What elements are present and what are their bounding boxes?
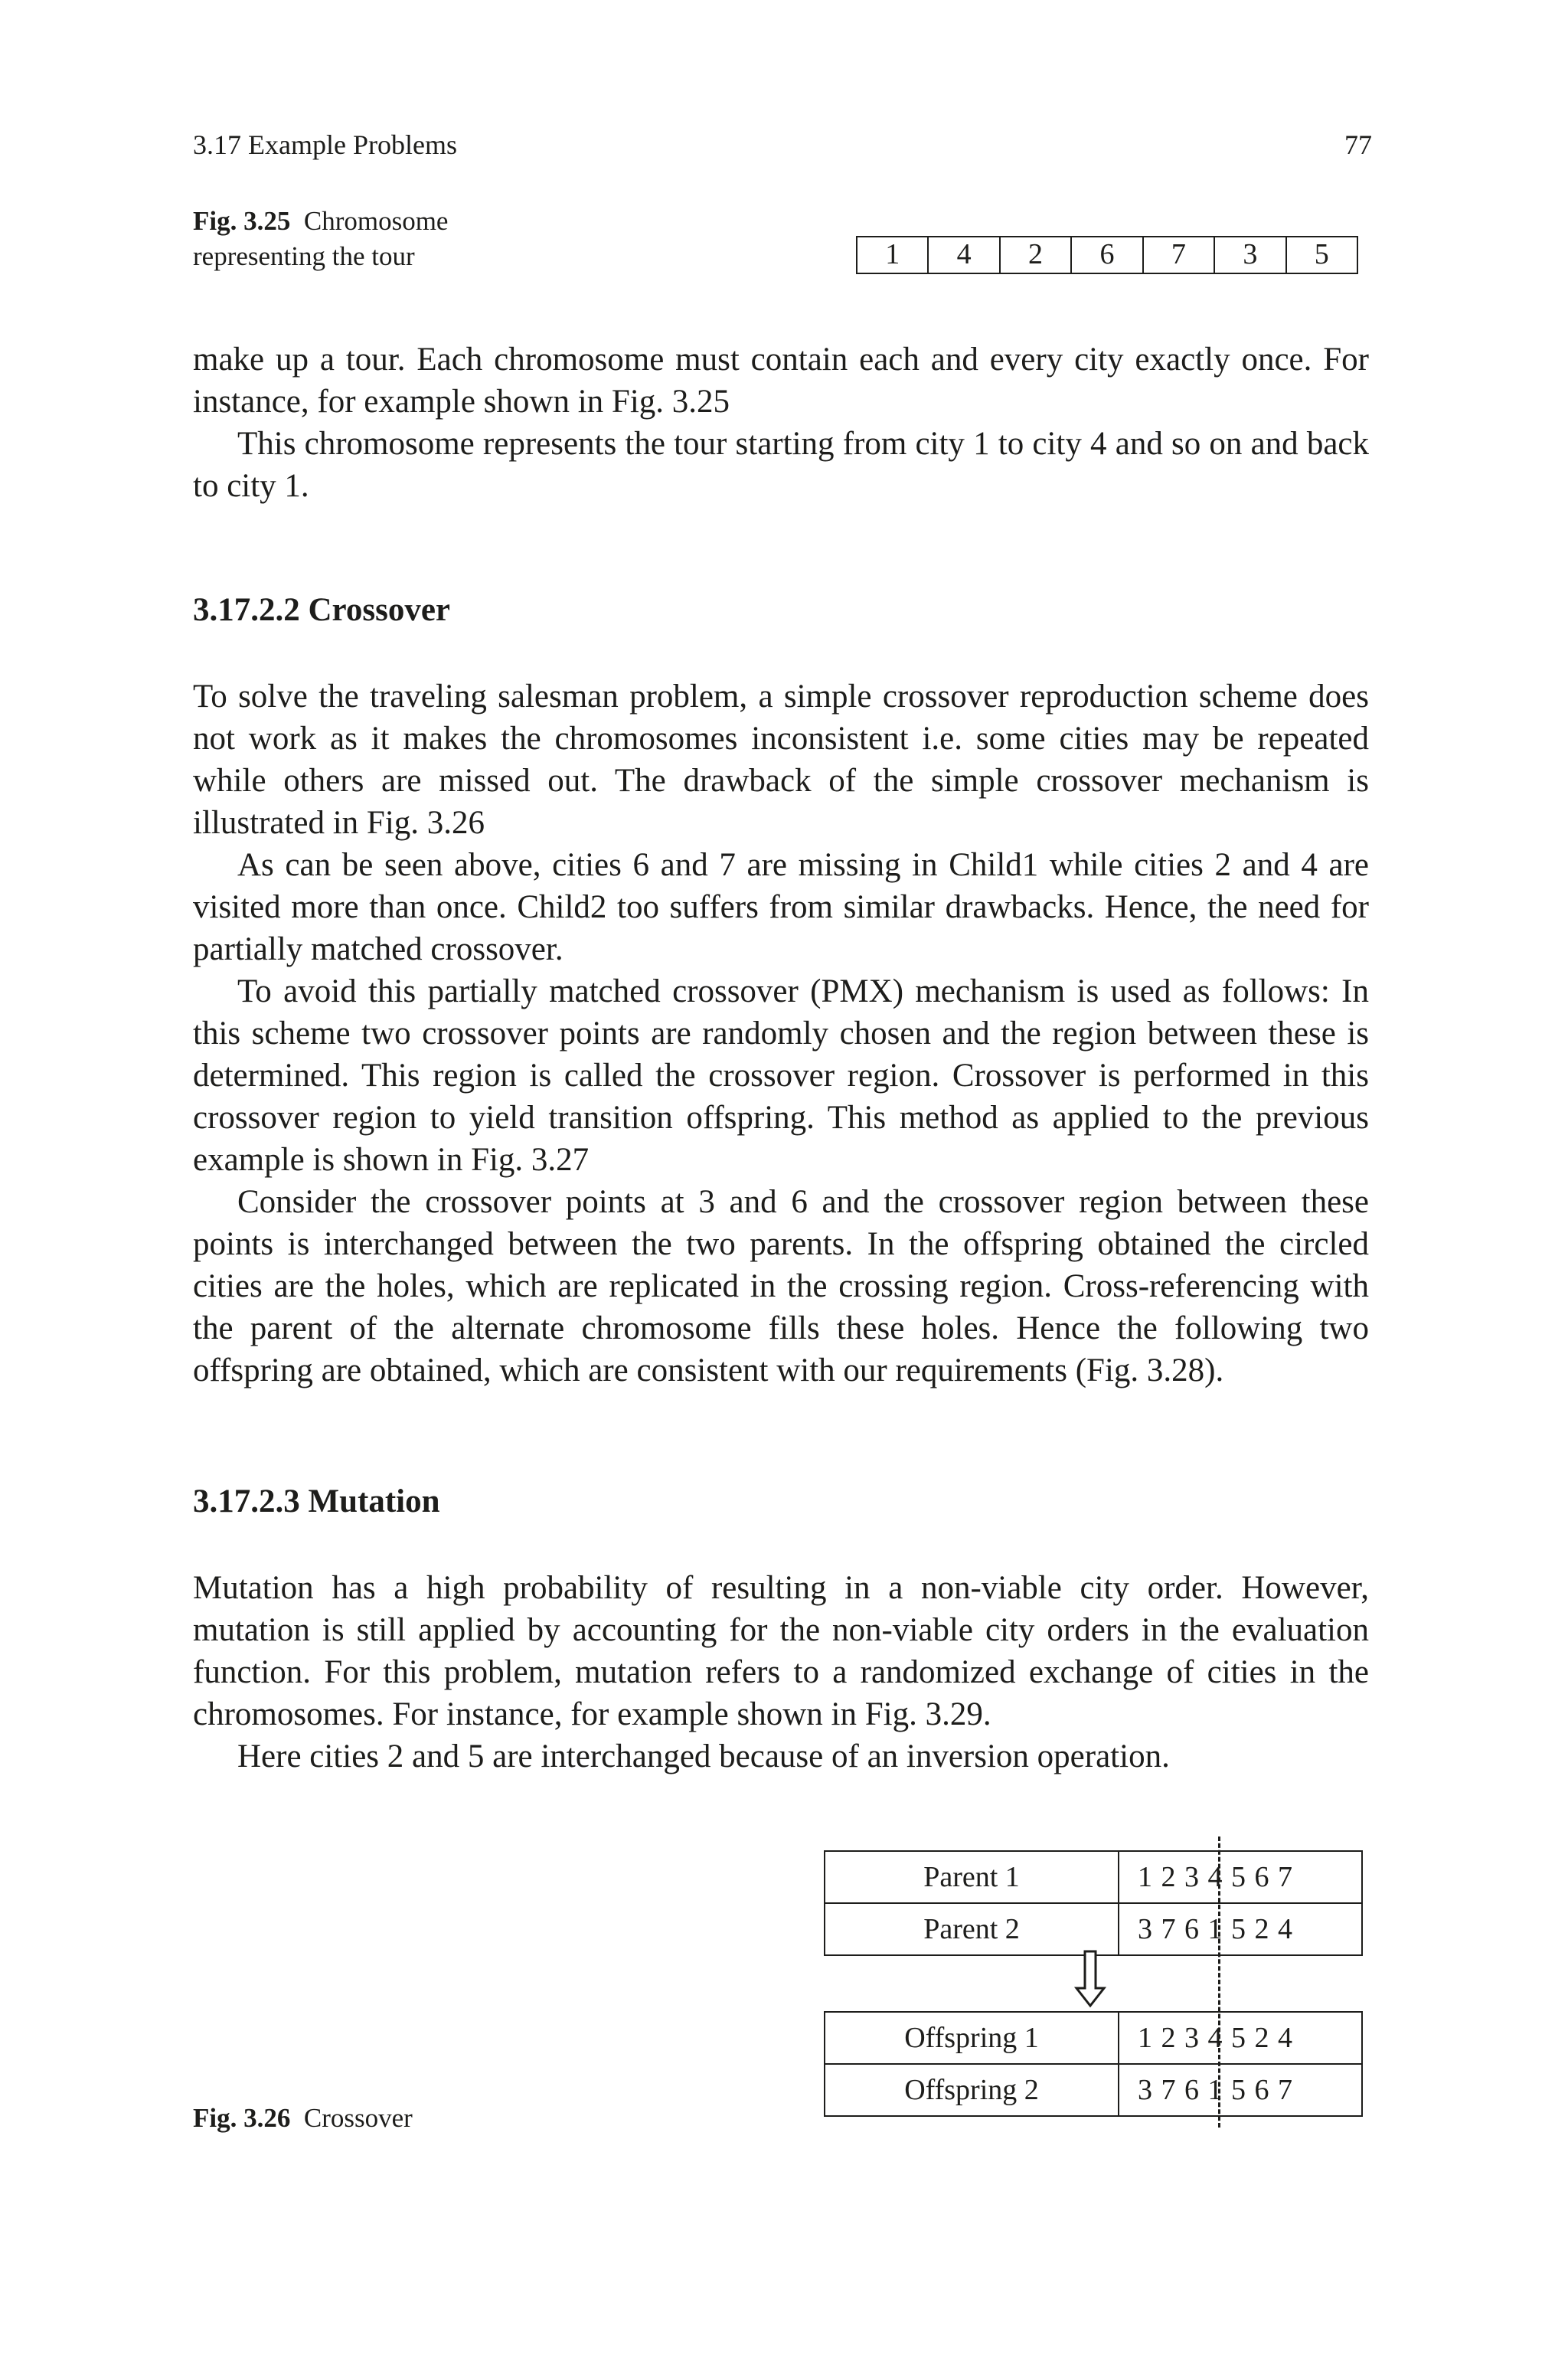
- figure-3-26-caption: [193, 2103, 413, 2134]
- section-heading-mutation: 3.17.2.3 Mutation: [193, 1483, 440, 1519]
- crossover-text: [193, 675, 1369, 1392]
- table-row: [825, 2012, 1362, 2064]
- table-row: [825, 1903, 1362, 1955]
- table-row: [825, 1851, 1362, 1903]
- gene-cell: 3: [1215, 237, 1286, 273]
- figure-3-26-label: Fig. 3.26: [193, 2103, 291, 2133]
- gene-cell: 4: [929, 237, 1000, 273]
- offspring-name: Offspring 2: [825, 2064, 1119, 2116]
- figure-3-25-caption-text: Chromosome representing the tour: [193, 206, 449, 271]
- down-arrow-icon: [1073, 1950, 1107, 2008]
- table-row: [825, 2064, 1362, 2116]
- paragraph: To solve the traveling salesman problem, a simple crossover reproduction scheme does not work as it makes the chromosomes inconsistent i.e. some cities may be repeated while others are missed out. The drawback of the simple crossover mechanism is illustrated in Fig. 3.26: [193, 679, 1369, 841]
- figure-3-25-label: Fig. 3.25: [193, 206, 291, 236]
- gene-cell: 2: [1001, 237, 1072, 273]
- section-heading-crossover: 3.17.2.2 Crossover: [193, 592, 451, 628]
- paragraph: This chromosome represents the tour starting from city 1 to city 4 and so on and back to city 1.: [193, 426, 1369, 504]
- paragraph: make up a tour. Each chromosome must contain each and every city exactly once. For instance, for example shown in Fig. 3.25: [193, 342, 1369, 420]
- chromosome-tour: [856, 236, 1358, 274]
- crossover-point-line: [1218, 1837, 1220, 2128]
- gene-cell: 1: [858, 237, 929, 273]
- running-head-section: 3.17 Example Problems: [193, 129, 457, 160]
- paragraph: Mutation has a high probability of resulting in a non-viable city order. However, mutation is still applied by accounting for the non-viable city orders in the evaluation function. For this problem, mutation refers to a randomized exchange of cities in the chromosomes. For instance, for example shown in Fig. 3.29.: [193, 1570, 1369, 1732]
- offspring-sequence: 1 2 3 4 5 2 4: [1119, 2012, 1362, 2064]
- offspring-table: [824, 2011, 1363, 2117]
- paragraph: To avoid this partially matched crossover (PMX) mechanism is used as follows: In this scheme two crossover points are randomly chosen and the region between these is determined. This region is called the crossover region. Crossover is performed in this crossover region to yield transition offspring. This method as applied to the previous example is shown in Fig. 3.27: [193, 973, 1369, 1178]
- offspring-sequence: 3 7 6 1 5 6 7: [1119, 2064, 1362, 2116]
- parent-sequence: 3 7 6 1 5 2 4: [1119, 1903, 1362, 1955]
- paragraph: Here cities 2 and 5 are interchanged because of an inversion operation.: [237, 1738, 1170, 1774]
- parent-name: Parent 1: [825, 1851, 1119, 1903]
- gene-cell: 7: [1144, 237, 1215, 273]
- figure-3-26-caption-text: Crossover: [303, 2103, 413, 2133]
- gene-cell: 5: [1314, 238, 1329, 270]
- parent-sequence: 1 2 3 4 5 6 7: [1119, 1851, 1362, 1903]
- figure-3-25-caption: [193, 204, 514, 274]
- mutation-text: [193, 1567, 1369, 1778]
- parents-table: [824, 1850, 1363, 1956]
- offspring-name: Offspring 1: [825, 2012, 1119, 2064]
- paragraph: As can be seen above, cities 6 and 7 are missing in Child1 while cities 2 and 4 are visited more than once. Child2 too suffers from similar drawbacks. Hence, the need for partially matched crossover.: [193, 847, 1369, 967]
- gene-cell: 6: [1072, 237, 1143, 273]
- parent-name: Parent 2: [825, 1903, 1119, 1955]
- intro-text: [193, 339, 1369, 507]
- paragraph: Consider the crossover points at 3 and 6 and the crossover region between these points is interchanged between the two parents. In the offspring obtained the circled cities are the holes, which are replicated in the crossing region. Cross-referencing with the parent of the alternate chromosome fills these holes. Hence the following two offspring are obtained, which are consistent with our requirements (Fig. 3.28).: [193, 1184, 1369, 1388]
- page-number: 77: [1344, 129, 1372, 160]
